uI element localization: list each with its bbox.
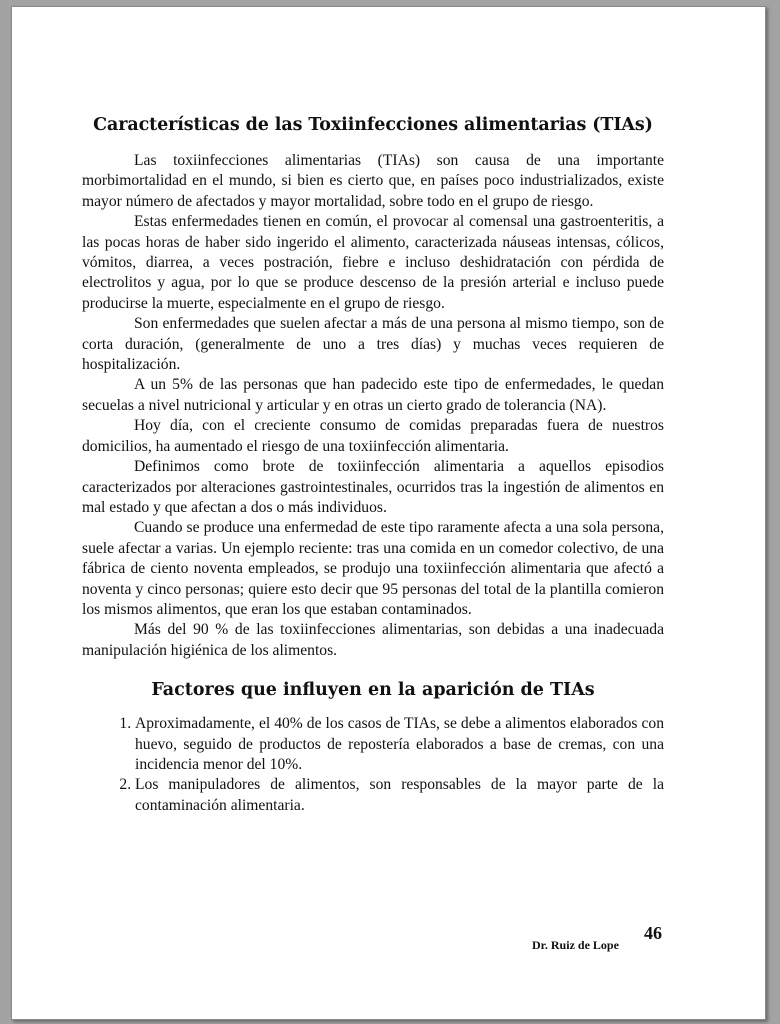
factors-list	[82, 714, 664, 816]
paragraph-1: Las toxiinfecciones alimentarias (TIAs) son causa de una importante morbimortalidad en el mundo, si bien es cierto que, en países poco industrializados, existe mayor número de afectados y mayor mortalidad, sobre todo en el grupo de riesgo.	[82, 152, 664, 210]
page-title: Características de las Toxiinfecciones alimentarias (TIAs)	[93, 115, 653, 135]
page-number: 46	[644, 923, 662, 943]
paragraph-4: A un 5% de las personas que han padecido este tipo de enfermedades, le quedan secuelas a nivel nutricional y articular y en otras un cierto grado de tolerancia (NA).	[82, 376, 664, 414]
paragraph-8: Más del 90 % de las toxiinfecciones alimentarias, son debidas a una inadecuada manipulación higiénica de los alimentos.	[82, 621, 664, 659]
paragraph-2: Estas enfermedades tienen en común, el provocar al comensal una gastroenteritis, a las pocas horas de haber sido ingerido el alimento, caracterizada náuseas intensas, cólicos, vómitos, diarrea, a veces postración, fiebre e incluso deshidratación con pérdida de electrolitos y agua, por lo que se produce descenso de la presión arterial e incluso puede producirse la muerte, especialmente en el grupo de riesgo.	[82, 213, 664, 312]
paragraph-5: Hoy día, con el creciente consumo de comidas preparadas fuera de nuestros domicilios, ha aumentado el riesgo de una toxiinfección alimentaria.	[82, 417, 664, 455]
section-heading: Factores que influyen en la aparición de TIAs	[151, 680, 595, 701]
footer-author: Dr. Ruiz de Lope	[532, 938, 619, 952]
paragraph-6: Definimos como brote de toxiinfección alimentaria a aquellos episodios caracterizados por alteraciones gastrointestinales, ocurridos tras la ingestión de alimentos en mal estado y que afectan a dos o más individuos.	[82, 458, 664, 516]
list-item: 1. Aproximadamente, el 40% de los casos de TIAs, se debe a alimentos elaborados con huevo, seguido de productos de repostería elaborados a base de cremas, con una incidencia menor del 10%.	[135, 714, 664, 775]
paragraph-3: Son enfermedades que suelen afectar a más de una persona al mismo tiempo, son de corta duración, (generalmente de uno a tres días) y muchas veces requieren de hospitalización.	[82, 315, 664, 374]
paragraph-7: Cuando se produce una enfermedad de este tipo raramente afecta a una sola persona, suele afectar a varias. Un ejemplo reciente: tras una comida en un comedor colectivo, de una fábrica de ciento noventa empleados, se produjo una toxiinfección alimentaria que afectó a noventa y cinco personas; quiere esto decir que 95 personas del total de la plantilla comieron los mismos alimentos, que eran los que estaban contaminados.	[82, 519, 664, 618]
list-item: 2. Los manipuladores de alimentos, son responsables de la mayor parte de la contaminación alimentaria.	[135, 775, 664, 816]
page-content	[82, 115, 664, 816]
document-page	[11, 6, 766, 1020]
